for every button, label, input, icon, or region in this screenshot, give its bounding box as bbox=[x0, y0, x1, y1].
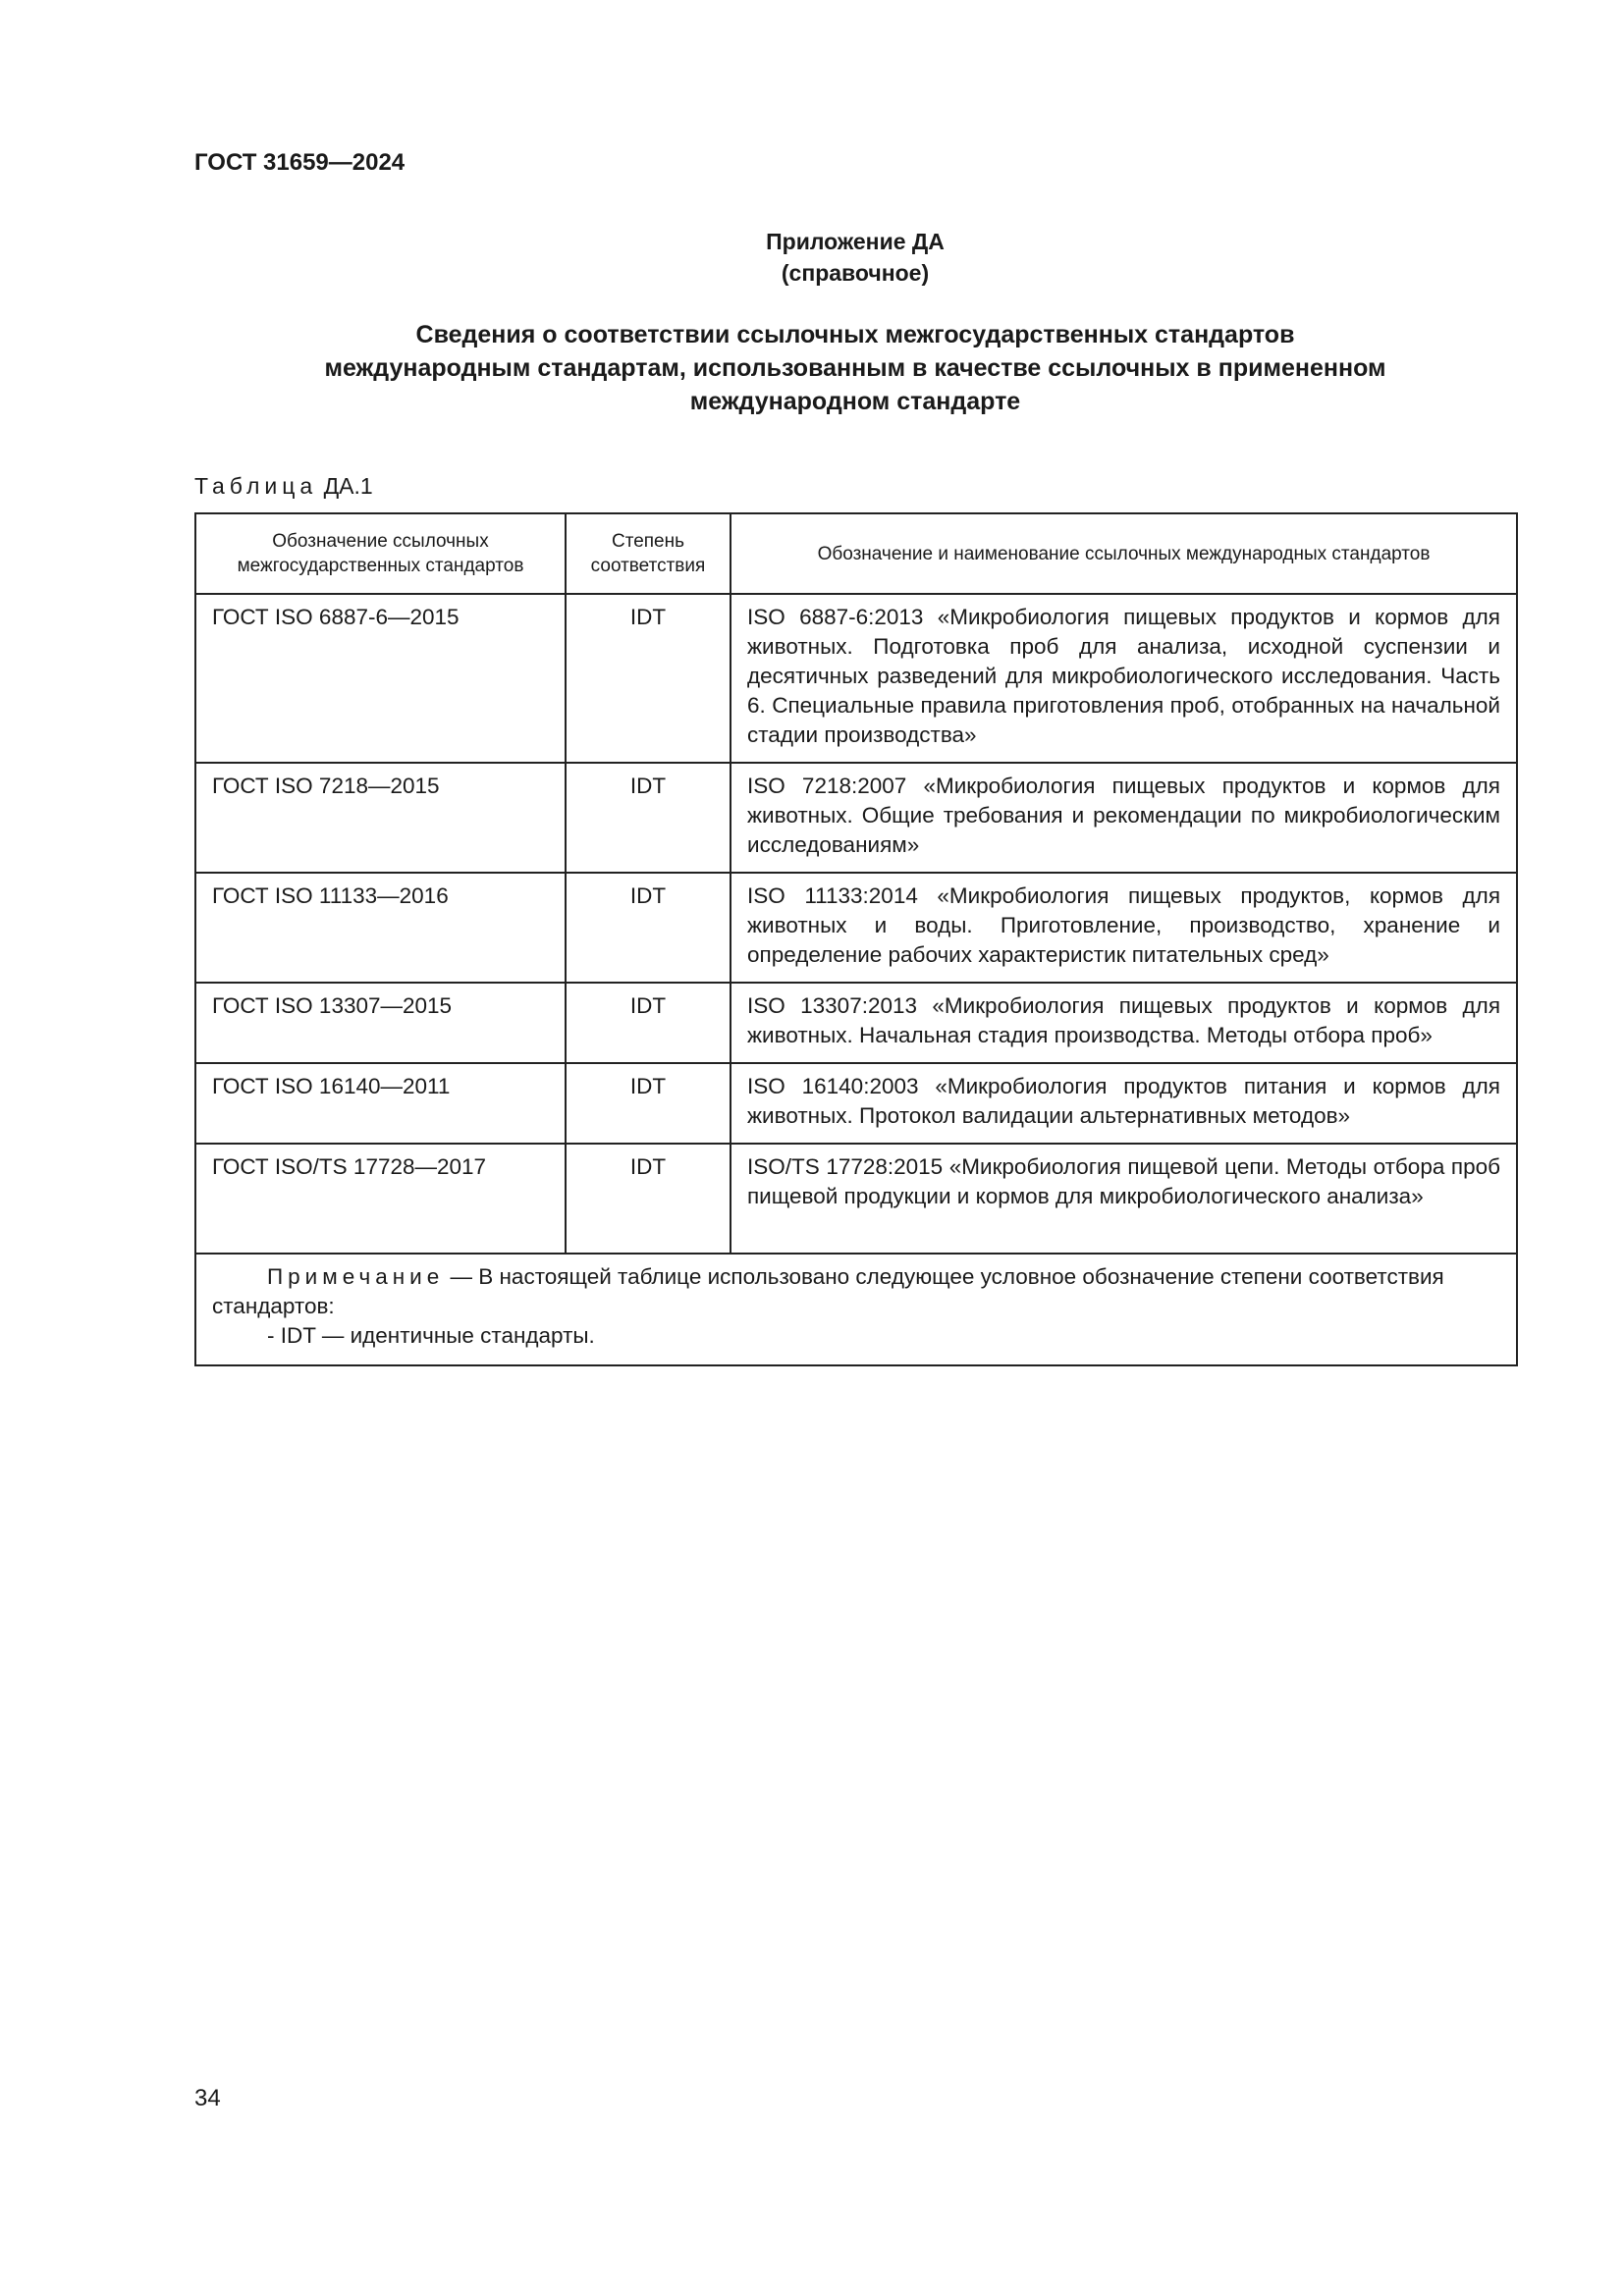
table-row bbox=[195, 1144, 1517, 1254]
table-header-row bbox=[195, 513, 1517, 594]
cell-degree: IDT bbox=[566, 873, 731, 983]
cell-degree: IDT bbox=[566, 1063, 731, 1144]
annex-title-line: международном стандарте bbox=[689, 388, 1021, 415]
standards-table bbox=[194, 512, 1518, 1366]
annex-label: Приложение ДА bbox=[766, 229, 945, 254]
table-note bbox=[195, 1254, 1517, 1365]
table-row bbox=[195, 983, 1517, 1063]
cell-gost: ГОСТ ISO 16140—2011 bbox=[195, 1063, 566, 1144]
cell-iso: ISO 16140:2003 «Микробиология продуктов питания и кормов для животных. Протокол валидации альтернативных методов» bbox=[731, 1063, 1517, 1144]
note-text: — В настоящей таблице использовано следующее условное обозначение степени соответствия стандартов: bbox=[212, 1264, 1444, 1318]
cell-iso: ISO 13307:2013 «Микробиология пищевых продуктов и кормов для животных. Начальная стадия производства. Методы отбора проб» bbox=[731, 983, 1517, 1063]
cell-iso: ISO/TS 17728:2015 «Микробиология пищевой цепи. Методы отбора проб пищевой продукции и кормов для микробиологического анализа» bbox=[731, 1144, 1517, 1254]
table-note-row bbox=[195, 1254, 1517, 1365]
page-number: 34 bbox=[194, 2085, 221, 2111]
annex-status: (справочное) bbox=[781, 260, 930, 286]
cell-gost: ГОСТ ISO/TS 17728—2017 bbox=[195, 1144, 566, 1254]
annex-title bbox=[194, 318, 1516, 418]
cell-degree: IDT bbox=[566, 1144, 731, 1254]
note-item: - IDT — идентичные стандарты. bbox=[267, 1323, 595, 1348]
header-degree: Степень соответствия bbox=[566, 513, 731, 594]
header-iso-designation: Обозначение и наименование ссылочных международных стандартов bbox=[731, 513, 1517, 594]
header-gost-designation: Обозначение ссылочных межгосударственных стандартов bbox=[195, 513, 566, 594]
cell-gost: ГОСТ ISO 11133—2016 bbox=[195, 873, 566, 983]
cell-iso: ISO 7218:2007 «Микробиология пищевых продуктов и кормов для животных. Общие требования и рекомендации по микробиологическим исследованиям» bbox=[731, 763, 1517, 873]
table-caption-number: ДА.1 bbox=[323, 473, 373, 499]
cell-gost: ГОСТ ISO 13307—2015 bbox=[195, 983, 566, 1063]
annex-heading bbox=[194, 226, 1516, 289]
cell-iso: ISO 6887-6:2013 «Микробиология пищевых продуктов и кормов для животных. Подготовка проб для анализа, исходной суспензии и десятичных разведений для микробиологического исследования. Часть 6. Специальные правила приготовления проб, отобранных на начальной стадии производства» bbox=[731, 594, 1517, 763]
cell-degree: IDT bbox=[566, 763, 731, 873]
table-row bbox=[195, 763, 1517, 873]
note-label: Примечание bbox=[267, 1264, 445, 1289]
cell-degree: IDT bbox=[566, 983, 731, 1063]
table-caption bbox=[194, 473, 373, 500]
cell-degree: IDT bbox=[566, 594, 731, 763]
table-caption-word: Таблица bbox=[194, 473, 318, 499]
document-code: ГОСТ 31659—2024 bbox=[194, 149, 406, 176]
cell-iso: ISO 11133:2014 «Микробиология пищевых продуктов, кормов для животных и воды. Приготовление, производство, хранение и определение рабочих характеристик питательных сред» bbox=[731, 873, 1517, 983]
annex-title-line: международным стандартам, использованным в качестве ссылочных в примененном bbox=[324, 354, 1386, 382]
table-row bbox=[195, 594, 1517, 763]
table-row bbox=[195, 1063, 1517, 1144]
annex-title-line: Сведения о соответствии ссылочных межгосударственных стандартов bbox=[415, 321, 1295, 348]
table-row bbox=[195, 873, 1517, 983]
cell-gost: ГОСТ ISO 7218—2015 bbox=[195, 763, 566, 873]
cell-gost: ГОСТ ISO 6887-6—2015 bbox=[195, 594, 566, 763]
